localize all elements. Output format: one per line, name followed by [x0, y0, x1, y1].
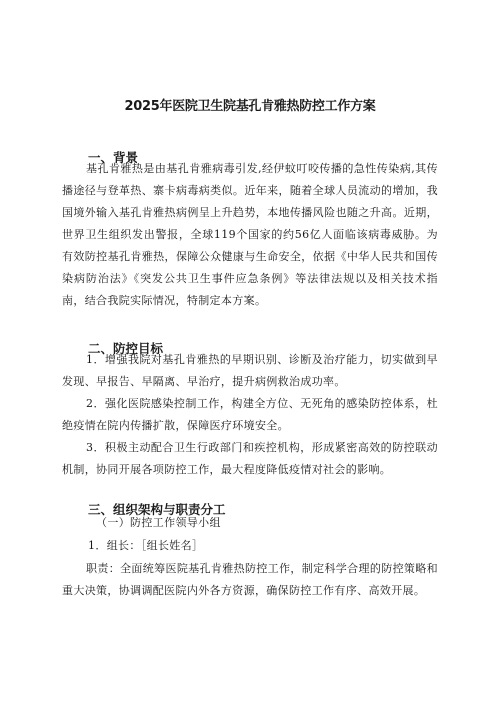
leader-duty-paragraph: 职责：全面统筹医院基孔肯雅热防控工作，制定科学合理的防控策略和重大决策，协调调配医院内外各方资源，确保防控工作有序、高效开展。	[62, 562, 438, 597]
goal-item-2: 2．强化医院感染控制工作，构建全方位、无死角的感染防控体系，杜绝疫情在院内传播扩散，保障医疗环境安全。	[62, 397, 438, 432]
section-heading-organization: 三、组织架构与职责分工	[88, 502, 226, 517]
section-heading-goals: 二、防控目标	[88, 341, 164, 356]
background-paragraph: 基孔肯雅热是由基孔肯雅病毒引发,经伊蚊叮咬传播的急性传染病,其传播途径与登革热、寨卡病毒病类似。近年来，随着全球人员流动的增加，我国境外输入基孔肯雅热病例呈上升趋势，本地传播风险也随之升高。近期，世界卫生组织发出警报，全球119个国家的约56亿人面临该病毒威胁。为有效防控基孔肯雅热，保障公众健康与生命安全，依据《中华人民共和国传染病防治法》《突发公共卫生事件应急条例》等法律法规以及相关技术指南，结合我院实际情况，特制定本方案。	[62, 162, 438, 307]
section-heading-background: 一、背景	[88, 150, 139, 165]
goal-item-3: 3．积极主动配合卫生行政部门和疾控机构，形成紧密高效的防控联动机制，协同开展各项防控工作，最大程度降低疫情对社会的影响。	[62, 441, 438, 476]
document-title: 2025年医院卫生院基孔肯雅热防控工作方案	[124, 99, 376, 114]
organization-subheading: （一）防控工作领导小组	[96, 516, 221, 529]
leader-line: 1．组长：［组长姓名］	[88, 539, 204, 552]
goal-item-1: 1．增强我院对基孔肯雅热的早期识别、诊断及治疗能力，切实做到早发现、早报告、早隔离、早治疗，提升病例救治成功率。	[62, 353, 438, 388]
